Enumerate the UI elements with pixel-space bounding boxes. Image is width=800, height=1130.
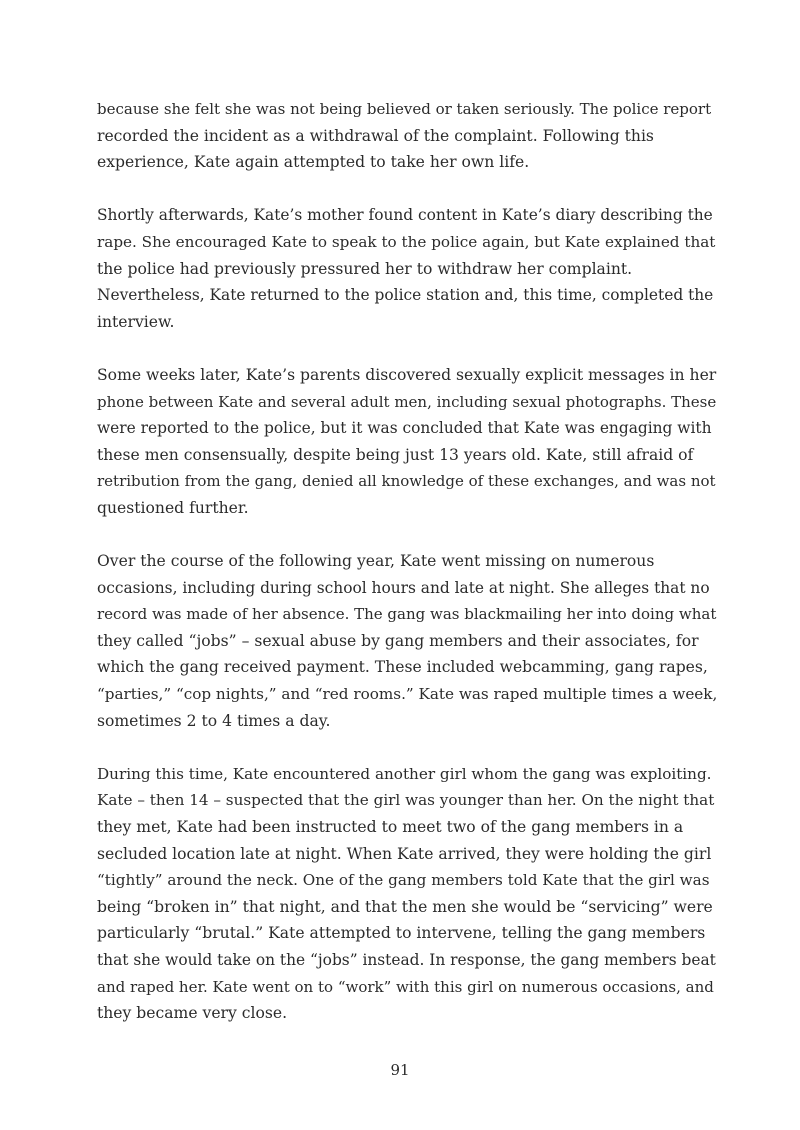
text-line: Nevertheless, Kate returned to the police station and, this time, completed the (97, 286, 714, 305)
text-line: Some weeks later, Kate’s parents discovered sexually explicit messages in her (97, 365, 717, 384)
text-line: record was made of her absence. The gang was blackmailing her into doing what (97, 605, 717, 624)
paragraph (97, 761, 717, 1027)
text-line: and raped her. Kate went on to “work” with this girl on numerous occasions, and (97, 977, 714, 996)
text-line: sometimes 2 to 4 times a day. (97, 711, 331, 730)
text-line: experience, Kate again attempted to take her own life. (97, 153, 530, 172)
text-line: secluded location late at night. When Kate arrived, they were holding the girl (97, 844, 712, 863)
text-line: During this time, Kate encountered another girl whom the gang was exploiting. (97, 764, 712, 783)
text-line: these men consensually, despite being just 13 years old. Kate, still afraid of (97, 445, 694, 464)
text-line: rape. She encouraged Kate to speak to the police again, but Kate explained that (97, 232, 716, 251)
body-text (97, 96, 717, 1027)
paragraph (97, 548, 717, 734)
text-line: interview. (97, 312, 175, 331)
page-number: 91 (390, 1061, 410, 1079)
paragraph (97, 202, 717, 335)
text-line: “tightly” around the neck. One of the gang members told Kate that the girl was (97, 871, 710, 890)
text-line: were reported to the police, but it was concluded that Kate was engaging with (97, 419, 712, 438)
text-line: they met, Kate had been instructed to meet two of the gang members in a (97, 818, 684, 837)
text-line: because she felt she was not being believed or taken seriously. The police report (97, 100, 712, 118)
text-line: the police had previously pressured her to withdraw her complaint. (97, 259, 633, 278)
text-line: they called “jobs” – sexual abuse by gang members and their associates, for (97, 631, 699, 650)
text-line: retribution from the gang, denied all knowledge of these exchanges, and was not (97, 472, 716, 491)
paragraph (97, 96, 717, 176)
text-line: they became very close. (97, 1004, 288, 1023)
text-line: which the gang received payment. These included webcamming, gang rapes, (97, 658, 708, 677)
paragraph (97, 362, 717, 522)
text-line: “parties,” “cop nights,” and “red rooms.” Kate was raped multiple times a week, (97, 685, 718, 704)
text-line: phone between Kate and several adult men, including sexual photographs. These (97, 392, 717, 411)
text-line: being “broken in” that night, and that the men she would be “servicing” were (97, 897, 713, 916)
text-line: recorded the incident as a withdrawal of the complaint. Following this (97, 126, 654, 145)
text-line: questioned further. (97, 498, 249, 517)
text-line: Shortly afterwards, Kate’s mother found content in Kate’s diary describing the (97, 206, 713, 225)
text-line: particularly “brutal.” Kate attempted to intervene, telling the gang members (97, 924, 706, 943)
text-line: that she would take on the “jobs” instead. In response, the gang members beat (97, 951, 716, 969)
text-line: occasions, including during school hours and late at night. She alleges that no (97, 578, 710, 597)
text-line: Kate – then 14 – suspected that the girl was younger than her. On the night that (97, 791, 715, 810)
text-line: Over the course of the following year, Kate went missing on numerous (97, 552, 655, 571)
